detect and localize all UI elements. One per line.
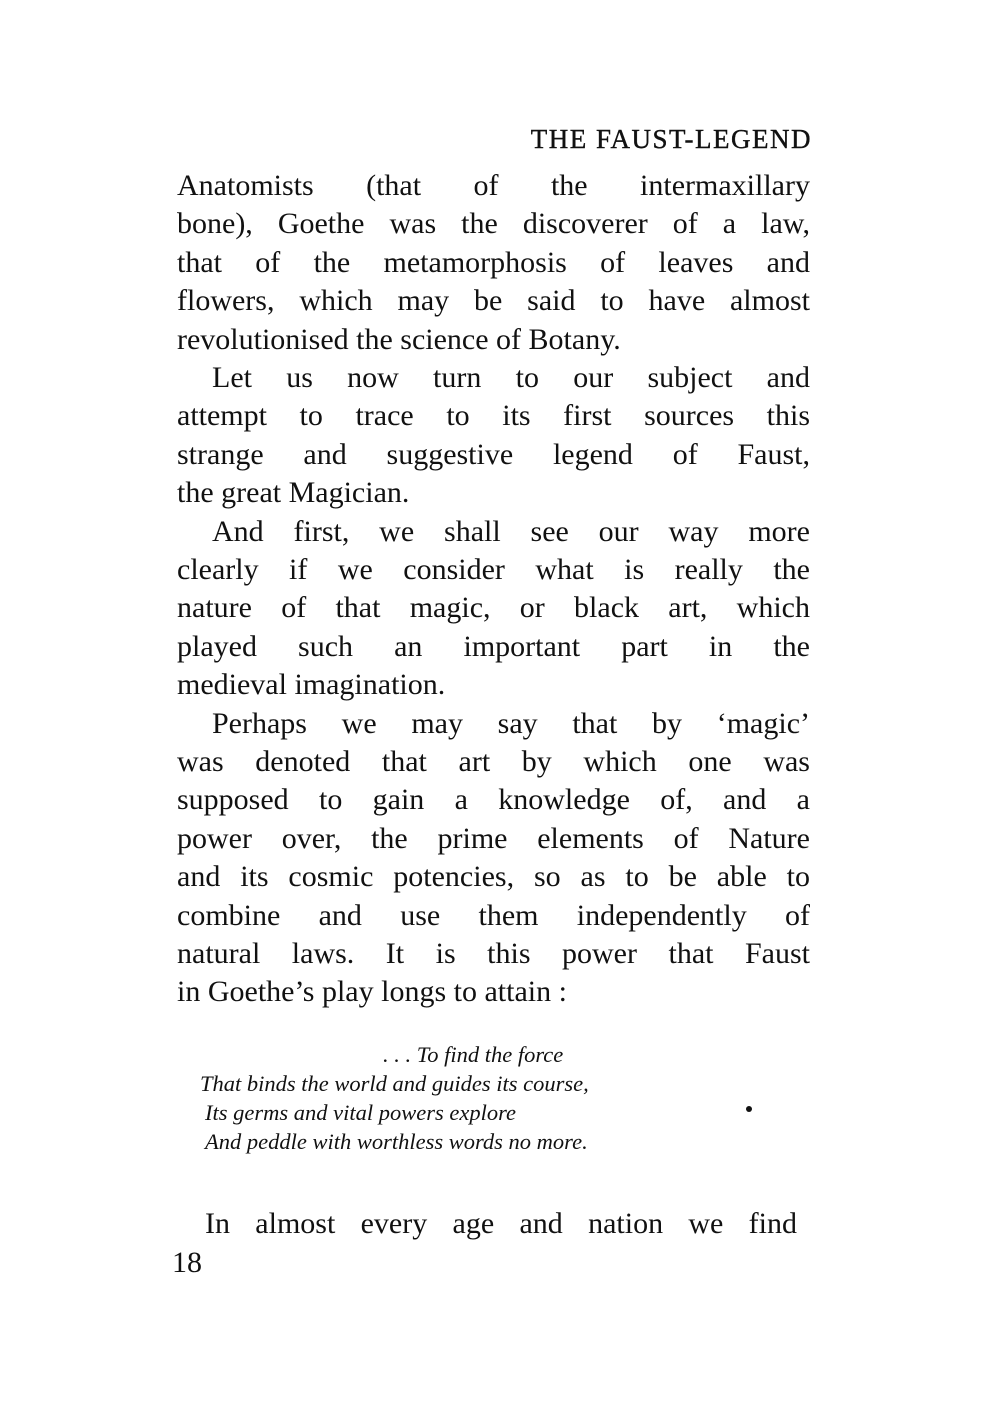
text-line: bone), Goethe was the discoverer of a law, xyxy=(177,207,810,241)
verse-line: . . . To find the force xyxy=(383,1042,564,1067)
text-line: power over, the prime elements of Nature xyxy=(177,821,810,855)
text-line: nature of that magic, or black art, which xyxy=(177,591,810,625)
text-line: combine and use them independently of xyxy=(177,898,810,932)
verse-line: Its germs and vital powers explore xyxy=(205,1100,517,1125)
text-line: the great Magician. xyxy=(177,476,410,510)
print-speck xyxy=(746,1106,752,1112)
text-line: And first, we shall see our way more xyxy=(212,514,810,548)
page-number: 18 xyxy=(172,1246,202,1279)
running-head: THE FAUST-LEGEND xyxy=(530,124,812,154)
text-line: Perhaps we may say that by ‘magic’ xyxy=(212,706,810,740)
text-line: strange and suggestive legend of Faust, xyxy=(177,437,810,471)
text-line: that of the metamorphosis of leaves and xyxy=(177,245,810,279)
closing-line: In almost every age and nation we find xyxy=(205,1207,797,1240)
text-line: revolutionised the science of Botany. xyxy=(177,322,621,356)
verse-line: And peddle with worthless words no more. xyxy=(205,1129,588,1154)
text-line: and its cosmic potencies, so as to be able to xyxy=(177,860,810,894)
verse-line: That binds the world and guides its course, xyxy=(200,1071,589,1096)
text-line: medieval imagination. xyxy=(177,668,446,702)
text-line: flowers, which may be said to have almost xyxy=(177,284,810,318)
text-line: Let us now turn to our subject and xyxy=(212,361,810,394)
text-line: clearly if we consider what is really the xyxy=(177,553,810,586)
text-line: Anatomists (that of the intermaxillary xyxy=(177,169,810,202)
text-line: was denoted that art by which one was xyxy=(177,745,810,778)
text-line: played such an important part in the xyxy=(177,629,810,663)
text-line: attempt to trace to its first sources this xyxy=(177,399,810,433)
text-line: in Goethe’s play longs to attain : xyxy=(177,975,567,1009)
text-line: natural laws. It is this power that Faust xyxy=(177,937,810,970)
text-line: supposed to gain a knowledge of, and a xyxy=(177,783,810,817)
